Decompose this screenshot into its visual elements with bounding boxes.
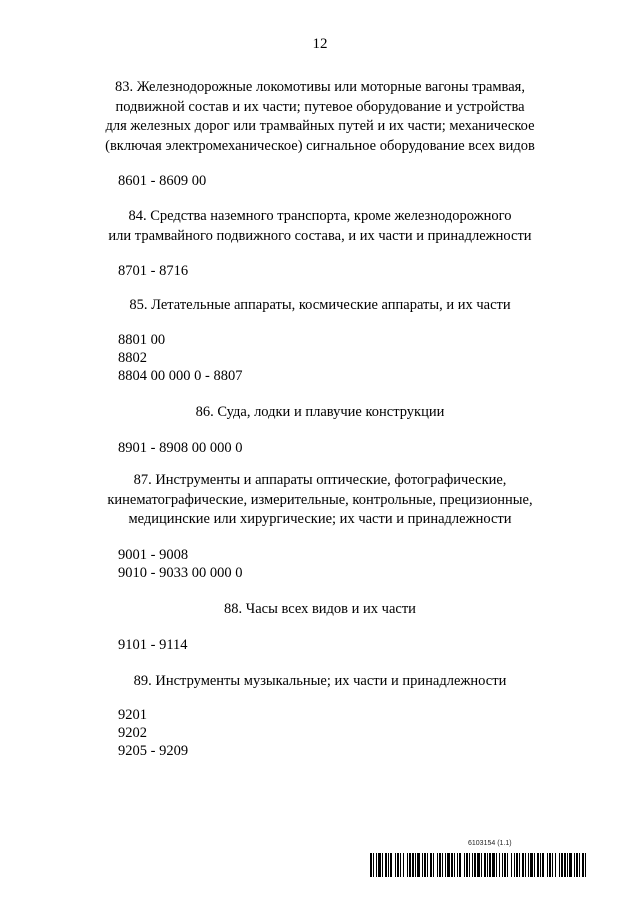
barcode-bar bbox=[511, 853, 512, 877]
tariff-code: 9001 - 9008 bbox=[118, 547, 189, 563]
barcode-bar bbox=[569, 853, 572, 877]
barcode-bar bbox=[540, 853, 541, 877]
heading-line: (включая электромеханическое) сигнальное оборудование всех видов bbox=[105, 137, 535, 154]
barcode-bar bbox=[559, 853, 560, 877]
barcode-bar bbox=[492, 853, 495, 877]
heading-line: или трамвайного подвижного состава, и их части и принадлежности bbox=[108, 227, 532, 244]
barcode-bar bbox=[530, 853, 533, 877]
barcode-bar bbox=[451, 853, 453, 877]
barcode-bar bbox=[412, 853, 414, 877]
barcode-bar bbox=[585, 853, 586, 877]
barcode-bar bbox=[574, 853, 575, 877]
barcode-bar bbox=[547, 853, 548, 877]
barcode-bar bbox=[519, 853, 520, 877]
barcode-bar bbox=[516, 853, 518, 877]
tariff-code: 8801 00 bbox=[118, 332, 166, 348]
barcode-bar bbox=[442, 853, 443, 877]
barcode-bar bbox=[582, 853, 584, 877]
barcode-bar bbox=[457, 853, 458, 877]
barcode-bar bbox=[502, 853, 503, 877]
section-87-heading bbox=[60, 471, 580, 530]
tariff-code: 9010 - 9033 00 000 0 bbox=[118, 565, 243, 581]
barcode-bar bbox=[454, 853, 455, 877]
barcode-bar bbox=[390, 853, 392, 877]
barcode-bar bbox=[555, 853, 556, 877]
barcode-bar bbox=[576, 853, 578, 877]
barcode-bar bbox=[403, 853, 404, 877]
barcode-bar bbox=[385, 853, 387, 877]
barcode-bar bbox=[464, 853, 465, 877]
barcode-bar bbox=[534, 853, 535, 877]
barcode-bar bbox=[525, 853, 526, 877]
tariff-code: 9202 bbox=[118, 725, 147, 741]
section-83-codes bbox=[118, 172, 206, 190]
barcode-bar bbox=[447, 853, 450, 877]
barcode-bar bbox=[370, 853, 372, 877]
section-85-codes bbox=[118, 331, 242, 385]
heading-line: 85. Летательные аппараты, космические аппараты, и их части bbox=[129, 297, 511, 313]
section-87-codes bbox=[118, 546, 242, 582]
heading-line: 87. Инструменты и аппараты оптические, фотографические, bbox=[133, 472, 507, 488]
barcode-bar bbox=[415, 853, 416, 877]
section-84-codes bbox=[118, 262, 188, 280]
barcode-bar bbox=[437, 853, 438, 877]
heading-line: 83. Железнодорожные локомотивы или моторные вагоны трамвая, bbox=[115, 79, 525, 95]
heading-line: для железных дорог или трамвайных путей и их части; механическое bbox=[105, 118, 535, 134]
barcode-bar bbox=[507, 853, 508, 877]
heading-line: подвижной состав и их части; путевое оборудование и устройства bbox=[115, 98, 525, 115]
barcode-bar bbox=[484, 853, 486, 877]
tariff-code: 9205 - 9209 bbox=[118, 743, 189, 759]
barcode-bar bbox=[561, 853, 563, 877]
tariff-code: 8804 00 000 0 - 8807 bbox=[118, 368, 243, 384]
barcode-bar bbox=[427, 853, 428, 877]
tariff-code: 8601 - 8609 00 bbox=[118, 173, 207, 189]
barcode-bar bbox=[395, 853, 396, 877]
barcode-bar bbox=[489, 853, 491, 877]
barcode-bar bbox=[522, 853, 524, 877]
barcode-bar bbox=[459, 853, 461, 877]
barcode-bar bbox=[466, 853, 468, 877]
barcode-bar bbox=[487, 853, 488, 877]
tariff-code: 8802 bbox=[118, 350, 147, 366]
barcode-bar bbox=[537, 853, 539, 877]
barcode-bar bbox=[567, 853, 568, 877]
heading-line: 84. Средства наземного транспорта, кроме железнодорожного bbox=[128, 208, 512, 224]
section-85-heading bbox=[60, 296, 580, 316]
barcode-bar bbox=[422, 853, 423, 877]
barcode-bar bbox=[417, 853, 420, 877]
tariff-code: 8901 - 8908 00 000 0 bbox=[118, 440, 243, 456]
barcode-bar bbox=[376, 853, 377, 877]
barcode-bar bbox=[549, 853, 551, 877]
tariff-code: 9201 bbox=[118, 707, 147, 723]
heading-line: 89. Инструменты музыкальные; их части и принадлежности bbox=[133, 673, 507, 689]
barcode-bar bbox=[439, 853, 441, 877]
barcode-id: 6103154 (1.1) bbox=[468, 840, 512, 847]
section-86-codes bbox=[118, 439, 242, 457]
heading-line: медицинские или хирургические; их части и принадлежности bbox=[128, 511, 512, 527]
barcode-bar bbox=[409, 853, 411, 877]
barcode bbox=[370, 853, 588, 877]
barcode-bar bbox=[472, 853, 473, 877]
section-86-heading bbox=[60, 403, 580, 423]
barcode-bar bbox=[397, 853, 399, 877]
section-89-heading bbox=[60, 672, 580, 692]
tariff-code: 9101 - 9114 bbox=[118, 637, 188, 653]
barcode-bar bbox=[424, 853, 426, 877]
barcode-bar bbox=[378, 853, 381, 877]
barcode-bar bbox=[388, 853, 389, 877]
section-83-heading bbox=[60, 78, 580, 156]
section-89-codes bbox=[118, 706, 188, 760]
barcode-bar bbox=[514, 853, 515, 877]
barcode-bar bbox=[528, 853, 529, 877]
barcode-bar bbox=[407, 853, 408, 877]
barcode-bar bbox=[373, 853, 374, 877]
barcode-bar bbox=[499, 853, 500, 877]
barcode-bar bbox=[504, 853, 506, 877]
heading-line: 88. Часы всех видов и их части bbox=[224, 601, 416, 617]
barcode-bar bbox=[445, 853, 446, 877]
barcode-bar bbox=[469, 853, 470, 877]
barcode-bar bbox=[382, 853, 383, 877]
barcode-bar bbox=[430, 853, 432, 877]
heading-line: кинематографические, измерительные, контрольные, прецизионные, bbox=[107, 491, 533, 508]
barcode-bar bbox=[477, 853, 480, 877]
barcode-bar bbox=[400, 853, 401, 877]
section-84-heading bbox=[60, 207, 580, 246]
barcode-bar bbox=[481, 853, 482, 877]
heading-line: 86. Суда, лодки и плавучие конструкции bbox=[195, 404, 445, 420]
barcode-bar bbox=[474, 853, 476, 877]
page-number: 12 bbox=[312, 36, 328, 52]
section-88-heading bbox=[60, 600, 580, 620]
barcode-bar bbox=[552, 853, 553, 877]
barcode-bar bbox=[564, 853, 566, 877]
tariff-code: 8701 - 8716 bbox=[118, 263, 189, 279]
barcode-bar bbox=[542, 853, 544, 877]
section-88-codes bbox=[118, 636, 188, 654]
barcode-bar bbox=[433, 853, 434, 877]
barcode-bar bbox=[579, 853, 580, 877]
barcode-bar bbox=[496, 853, 497, 877]
